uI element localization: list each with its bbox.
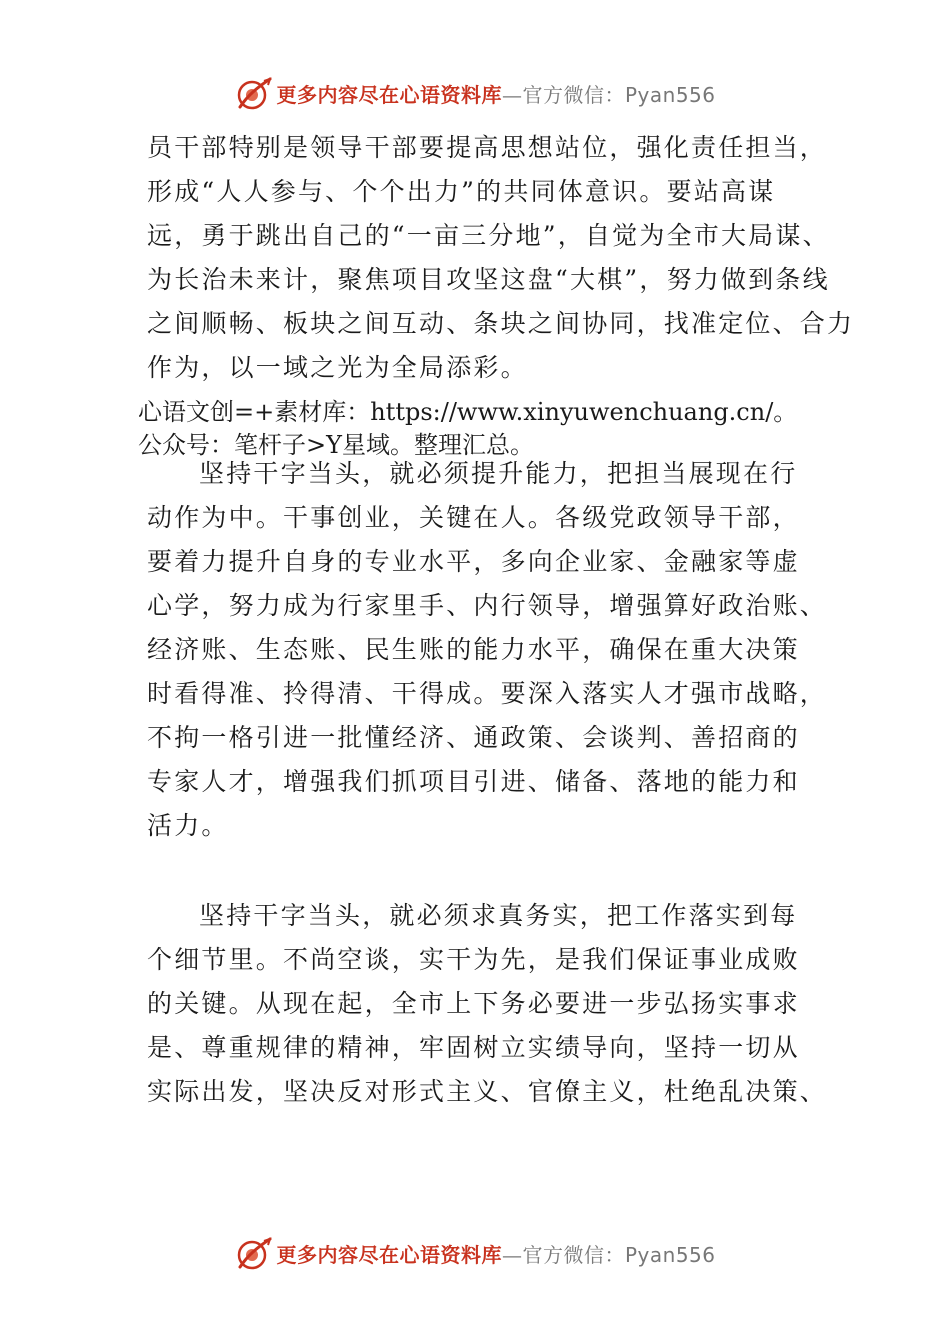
paragraph-3-line: 坚持干字当头，就必须求真务实，把工作落实到每 [199, 901, 798, 930]
paragraph-3-line: 个细节里。不尚空谈，实干为先，是我们保证事业成败 [147, 945, 800, 974]
paragraph-3-line: 实际出发，坚决反对形式主义、官僚主义，杜绝乱决策、 [147, 1077, 828, 1106]
paragraph-1 [147, 126, 855, 390]
source-note-line-2: 公众号：笔杆子>Y星域。整理汇总。 [138, 431, 534, 459]
header-banner [0, 68, 950, 118]
seal-logo-icon [234, 1233, 274, 1273]
paragraph-3 [147, 894, 837, 1114]
paragraph-1-line: 作为，以一域之光为全局添彩。 [147, 353, 528, 382]
footer-banner-title: 更多内容尽在心语资料库 [276, 1242, 502, 1267]
paragraph-2-line: 不拘一格引进一批懂经济、通政策、会谈判、善招商的 [147, 723, 800, 752]
footer-banner-text [276, 1239, 715, 1268]
header-banner-text [276, 79, 715, 108]
footer-banner-wechat-label: 官方微信： [522, 1242, 625, 1267]
paragraph-2-line: 专家人才，增强我们抓项目引进、储备、落地的能力和 [147, 767, 800, 796]
paragraph-1-line: 员干部特别是领导干部要提高思想站位，强化责任担当， [147, 133, 828, 162]
paragraph-2-line: 经济账、生态账、民生账的能力水平，确保在重大决策 [147, 635, 800, 664]
header-banner-wechat-label: 官方微信： [522, 82, 625, 107]
paragraph-3-line: 是、尊重规律的精神，牢固树立实绩导向，坚持一切从 [147, 1033, 800, 1062]
footer-banner-wechat-id: Pyan556 [624, 1242, 716, 1267]
paragraph-1-line: 形成“人人参与、个个出力”的共同体意识。要站高谋 [147, 177, 776, 206]
paragraph-3-line: 的关键。从现在起，全市上下务必要进一步弘扬实事求 [147, 989, 800, 1018]
paragraph-2-line: 活力。 [147, 811, 229, 840]
paragraph-1-line: 为长治未来计，聚焦项目攻坚这盘“大棋”，努力做到条线 [147, 265, 830, 294]
source-note-line-1: 心语文创=+素材库：https://www.xinyuwenchuang.cn/。 [138, 398, 798, 426]
footer-banner-dash: — [501, 1242, 523, 1267]
header-banner-title: 更多内容尽在心语资料库 [276, 82, 502, 107]
seal-logo-icon [234, 73, 274, 113]
paragraph-2 [147, 452, 837, 848]
paragraph-2-line: 心学，努力成为行家里手、内行领导，增强算好政治账、 [147, 591, 828, 620]
paragraph-2-line: 坚持干字当头，就必须提升能力，把担当展现在行 [199, 459, 798, 488]
paragraph-2-line: 要着力提升自身的专业水平，多向企业家、金融家等虚 [147, 547, 800, 576]
header-banner-dash: — [501, 82, 523, 107]
paragraph-1-line: 之间顺畅、板块之间互动、条块之间协同，找准定位、合力 [147, 309, 855, 338]
footer-banner [0, 1228, 950, 1278]
paragraph-2-line: 时看得准、拎得清、干得成。要深入落实人才强市战略， [147, 679, 828, 708]
header-banner-wechat-id: Pyan556 [624, 82, 716, 107]
paragraph-2-line: 动作为中。干事创业，关键在人。各级党政领导干部， [147, 503, 800, 532]
paragraph-1-line: 远，勇于跳出自己的“一亩三分地”，自觉为全市大局谋、 [147, 221, 830, 250]
